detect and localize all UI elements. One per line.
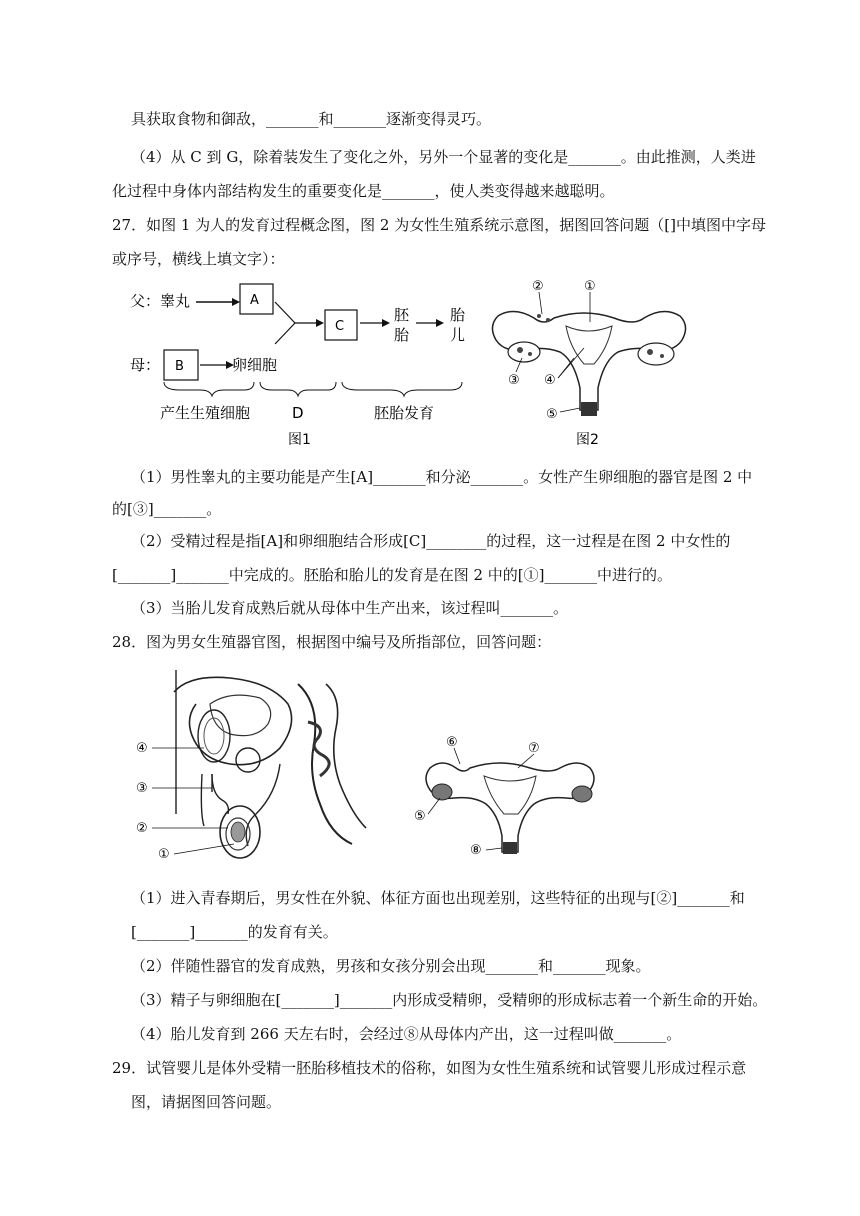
fig1-gametes-label: 产生生殖细胞 (160, 404, 251, 422)
fig3-n4: ④ (136, 741, 148, 756)
fig1-fetus-2: 儿 (450, 326, 466, 344)
prostate (236, 748, 260, 772)
fig4-n7: ⑦ (528, 741, 540, 756)
fig1-father-label: 父：睾丸 (130, 292, 191, 310)
left-ovary-2 (432, 784, 452, 800)
question-28-part-1: （1）进入青春期后，男女性在外貌、体征方面也出现差别，这些特征的出现与[②]_______和 (131, 889, 745, 907)
right-ovary-2 (572, 786, 592, 802)
text-line-1: 具获取食物和御敌，_______和_______逐渐变得灵巧。 (131, 110, 492, 128)
question-27-part-3: （3）当胎儿发育成熟后就从母体中生产出来，该过程叫_______。 (131, 599, 569, 617)
fig2-n1: ① (584, 279, 596, 294)
fig1-fetus-1: 胎 (450, 306, 466, 324)
text-line-3: 化过程中身体内部结构发生的重要变化是_______，使人类变得越来越聪明。 (112, 182, 615, 200)
question-29-stem: 29．试管婴儿是体外受精一胚胎移植技术的俗称，如图为女性生殖系统和试管婴儿形成过程示意 (112, 1059, 747, 1077)
fig4-n5: ⑤ (414, 809, 426, 824)
fig1-caption: 图1 (288, 432, 311, 448)
question-27-part-2-cont: [_______]_______中完成的。胚胎和胎儿的发育是在图 2 中的[①]_______中进行的。 (112, 566, 672, 584)
right-ovary (638, 343, 674, 365)
figure-1-development-diagram (120, 278, 480, 454)
question-28-part-1-cont: [_______]_______的发育有关。 (131, 923, 338, 941)
fig1-box-b-label: B (175, 359, 184, 374)
fig4-n6: ⑥ (446, 735, 458, 750)
fig3-n2: ② (136, 821, 148, 836)
question-27-part-1-cont: 的[③]_______。 (112, 500, 222, 518)
fig2-n5: ⑤ (546, 407, 558, 422)
fig1-egg-label: 卵细胞 (232, 356, 278, 374)
fig1-embryo-1: 胚 (394, 306, 410, 324)
fig3-n1: ① (158, 847, 170, 862)
bladder (174, 677, 292, 764)
figure-2-female-reproductive (484, 278, 704, 454)
fig1-mother-label: 母： (130, 356, 161, 374)
question-28-stem: 28．图为男女生殖器官图，根据图中编号及所指部位，回答问题： (112, 633, 552, 651)
fig3-n3: ③ (136, 781, 148, 796)
figure-4-female-reproductive (410, 728, 610, 862)
fig4-n8: ⑧ (470, 843, 482, 858)
figure-3-male-reproductive (130, 664, 370, 870)
fig1-embryo-2: 胎 (394, 326, 410, 344)
fig2-n3: ③ (508, 373, 520, 388)
question-27-stem: 27．如图 1 为人的发育过程概念图，图 2 为女性生殖系统示意图，据图回答问题（[]中填图中字母 (112, 216, 766, 234)
fig2-n4: ④ (544, 373, 556, 388)
fig2-n2: ② (532, 279, 544, 294)
fig1-d-label: D (292, 404, 304, 422)
question-27-stem-cont: 或序号，横线上填文字）： (112, 250, 285, 268)
left-ovary (508, 342, 540, 362)
fig1-dev-label: 胚胎发育 (374, 404, 435, 422)
rectum (298, 684, 352, 844)
uterus-outline-2 (426, 763, 594, 852)
question-27-part-1: （1）男性睾丸的主要功能是产生[A]_______和分泌_______。女性产生卵细胞的器官是图 2 中 (131, 468, 753, 486)
question-29-stem-cont: 图，请据图回答问题。 (131, 1093, 282, 1111)
text-line-2: （4）从 C 到 G，除着装发生了变化之外，另外一个显著的变化是_______。由此推测，人类进 (131, 148, 756, 166)
question-28-part-4: （4）胎儿发育到 266 天左右时，会经过⑧从母体内产出，这一过程叫做_______。 (131, 1025, 682, 1043)
question-27-part-2: （2）受精过程是指[A]和卵细胞结合形成[C]________的过程，这一过程是在图 2 中女性的 (131, 532, 731, 550)
question-28-part-2: （2）伴随性器官的发育成熟，男孩和女孩分别会出现_______和_______现象。 (131, 957, 651, 975)
question-28-part-3: （3）精子与卵细胞在[_______]_______内形成受精卵，受精卵的形成标志着一个新生命的开始。 (131, 991, 768, 1009)
fig1-box-c-label: C (335, 319, 345, 334)
vagina (581, 402, 597, 416)
penis (201, 774, 212, 826)
fig1-box-a-label: A (250, 293, 259, 308)
fig2-caption: 图2 (576, 432, 599, 448)
